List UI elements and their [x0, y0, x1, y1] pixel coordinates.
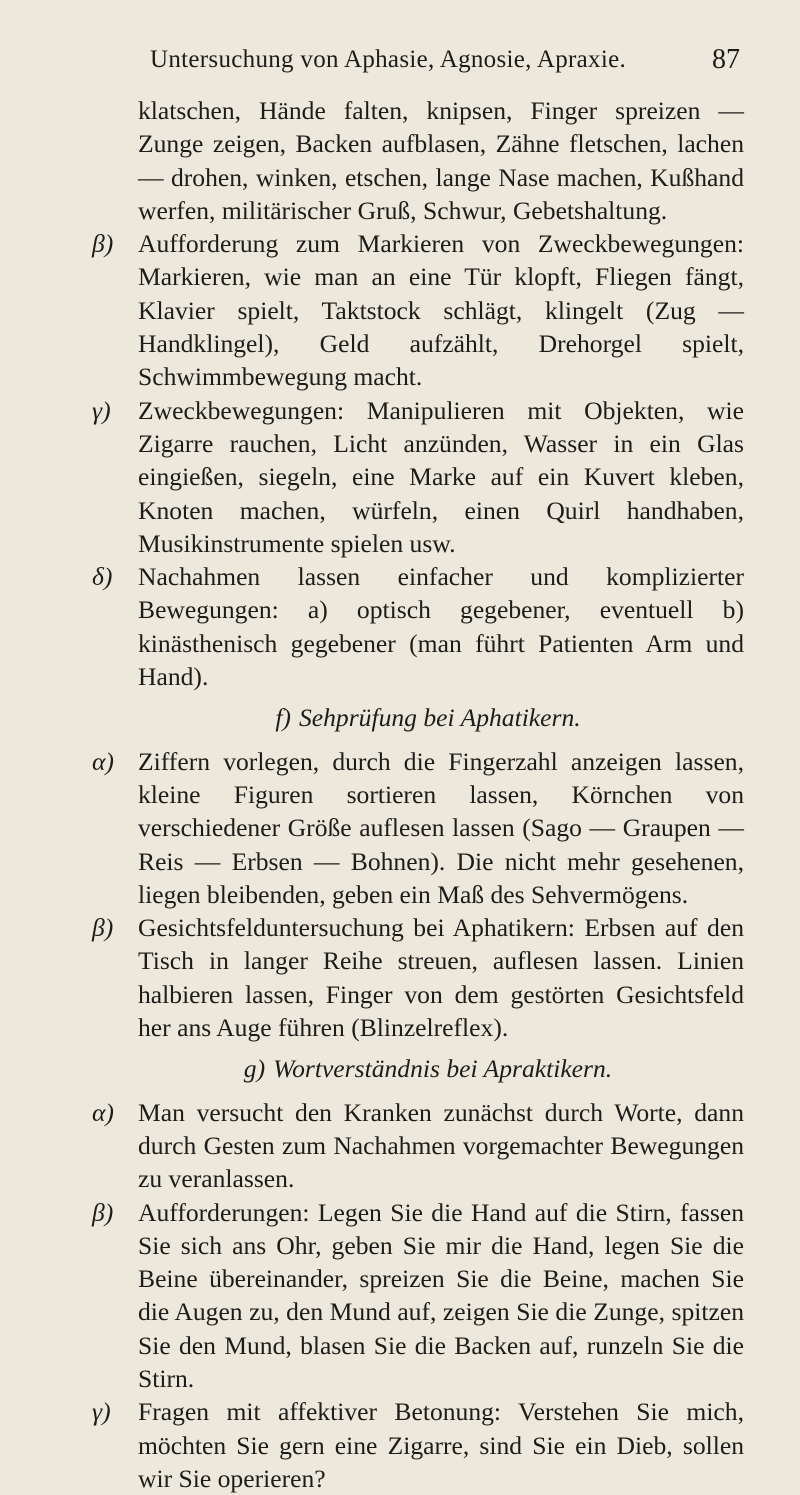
item-marker: γ) — [92, 395, 111, 425]
list-item-gamma — [92, 394, 744, 560]
item-text: Aufforderungen: Legen Sie die Hand auf die Stirn, fassen Sie sich ans Ohr, geben Sie mir die Hand, legen Sie die Beine übereinander, spreizen Sie die Beine, machen Sie die Augen zu, den Mund auf, zeigen Sie die Zunge, spitzen Sie den Mund, blasen Sie die Backen auf, runzeln Sie die Stirn. — [138, 1197, 744, 1393]
section-heading-f — [92, 701, 744, 734]
section-heading-g — [92, 1052, 744, 1085]
list-item-beta — [92, 1196, 744, 1396]
list-item-gamma — [92, 1395, 744, 1495]
heading-text: Wortverständnis bei Apraktikern. — [273, 1054, 613, 1084]
item-marker: β) — [92, 913, 114, 943]
item-text: Man versucht den Kranken zunächst durch Worte, dann durch Gesten zum Nachahmen vorgemachter Bewegungen zu veranlassen. — [138, 1097, 744, 1194]
list-item-beta — [92, 227, 744, 393]
item-marker: δ) — [92, 562, 113, 592]
list-item-alpha — [92, 745, 744, 911]
item-marker: α) — [92, 1097, 114, 1127]
item-marker: β) — [92, 1197, 114, 1227]
item-text: Nachahmen lassen einfacher und komplizierter Bewegungen: a) optisch gegebener, eventuell b) kinästhenisch gegebener (man führt Patienten Arm und Hand). — [138, 562, 744, 692]
paragraph-text: klatschen, Hände falten, knipsen, Finger spreizen — Zunge zeigen, Backen aufblasen, Zähne fletschen, lachen — drohen, winken, etschen, lange Nase machen, Kußhand werfen, militärischer Gruß, Schwur, Gebetshaltung. — [138, 96, 744, 225]
page-body — [92, 94, 744, 1495]
item-text: Aufforderung zum Markieren von Zweckbewegungen: Markieren, wie man an eine Tür klopft, Fliegen fängt, Klavier spielt, Taktstock schlägt, klingelt (Zug — Handklingel), Geld aufzählt, Drehorgel spielt, Schwimmbewegung macht. — [138, 229, 744, 392]
running-title: Untersuchung von Aphasie, Agnosie, Apraxie. — [150, 46, 627, 73]
heading-marker: g) — [243, 1054, 266, 1084]
item-marker: α) — [92, 746, 114, 776]
item-text: Gesichtsfelduntersuchung bei Aphatikern: Erbsen auf den Tisch in langer Reihe streuen, auflesen lassen. Linien halbieren lassen, Finger von dem gestörten Gesichtsfeld her ans Auge führen (Blinzelreflex). — [138, 913, 744, 1043]
heading-text: Sehprüfung bei Aphatikern. — [298, 703, 581, 733]
running-header — [150, 44, 740, 84]
list-item-alpha — [92, 1096, 744, 1196]
list-item-delta — [92, 560, 744, 693]
item-text: Zweckbewegungen: Manipulieren mit Objekten, wie Zigarre rauchen, Licht anzünden, Wasser in ein Glas eingießen, siegeln, eine Marke auf ein Kuvert kleben, Knoten machen, würfeln, einen Quirl handhaben, Musikinstrumente spielen usw. — [138, 395, 744, 558]
list-item-beta — [92, 911, 744, 1044]
continued-paragraph — [92, 94, 744, 227]
page-number: 87 — [712, 44, 740, 75]
item-marker: β) — [92, 229, 114, 259]
item-marker: γ) — [92, 1397, 111, 1427]
item-text: Ziffern vorlegen, durch die Fingerzahl anzeigen lassen, kleine Figuren sortieren lassen, Körnchen von verschiedener Größe auflesen lassen (Sago — Graupen — Reis — Erbsen — Bohnen). Die nicht mehr gesehenen, liegen bleibenden, geben ein Maß des Sehvermögens. — [138, 746, 744, 909]
item-text: Fragen mit affektiver Betonung: Verstehen Sie mich, möchten Sie gern eine Zigarre, sind Sie ein Dieb, sollen wir Sie operieren? — [138, 1397, 744, 1493]
heading-marker: f) — [275, 703, 291, 733]
